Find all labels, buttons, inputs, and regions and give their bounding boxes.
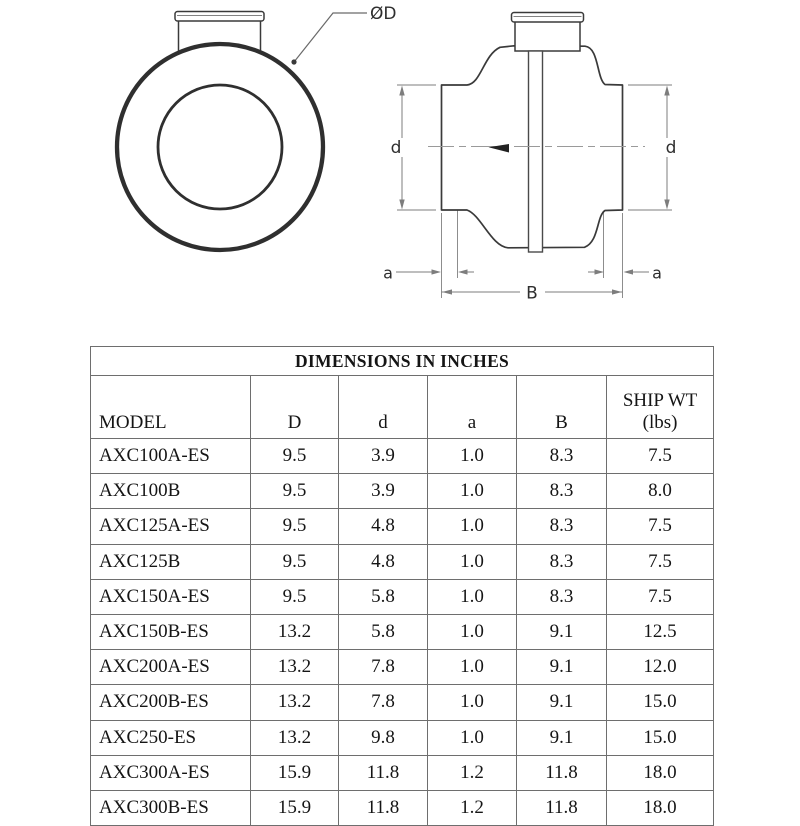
value-cell: 4.8	[339, 544, 428, 579]
col-header-a: a	[428, 376, 517, 439]
value-cell: 7.5	[607, 544, 714, 579]
value-cell: 1.0	[428, 614, 517, 649]
value-cell: 1.0	[428, 650, 517, 685]
value-cell: 1.0	[428, 685, 517, 720]
model-cell: AXC100B	[91, 474, 251, 509]
value-cell: 9.1	[517, 650, 607, 685]
dimension-d-left	[397, 85, 436, 210]
value-cell: 12.0	[607, 650, 714, 685]
value-cell: 11.8	[339, 755, 428, 790]
value-cell: 11.8	[339, 790, 428, 825]
value-cell: 13.2	[251, 650, 339, 685]
value-cell: 15.0	[607, 685, 714, 720]
duct-diameter-label-right: d	[665, 138, 677, 158]
value-cell: 1.2	[428, 755, 517, 790]
value-cell: 1.0	[428, 720, 517, 755]
value-cell: 1.0	[428, 579, 517, 614]
table-header-row	[91, 376, 714, 439]
model-cell: AXC300B-ES	[91, 790, 251, 825]
value-cell: 1.0	[428, 439, 517, 474]
model-cell: AXC300A-ES	[91, 755, 251, 790]
table-row	[91, 790, 714, 825]
dimension-a-left	[396, 269, 474, 274]
table-row	[91, 650, 714, 685]
col-header-shipwt	[607, 376, 714, 439]
value-cell: 9.8	[339, 720, 428, 755]
value-cell: 4.8	[339, 509, 428, 544]
value-cell: 18.0	[607, 790, 714, 825]
technical-drawing	[0, 0, 800, 336]
value-cell: 9.5	[251, 544, 339, 579]
table-row	[91, 474, 714, 509]
value-cell: 13.2	[251, 614, 339, 649]
value-cell: 1.0	[428, 474, 517, 509]
value-cell: 11.8	[517, 790, 607, 825]
length-label: B	[526, 283, 538, 304]
value-cell: 7.5	[607, 509, 714, 544]
col-header-B: B	[517, 376, 607, 439]
col-header-D: D	[251, 376, 339, 439]
value-cell: 9.5	[251, 509, 339, 544]
model-cell: AXC250-ES	[91, 720, 251, 755]
value-cell: 9.1	[517, 614, 607, 649]
side-junction-box	[515, 21, 580, 52]
table-row	[91, 720, 714, 755]
diameter-leader-dot	[291, 59, 296, 64]
value-cell: 1.0	[428, 544, 517, 579]
value-cell: 9.5	[251, 474, 339, 509]
value-cell: 7.5	[607, 439, 714, 474]
value-cell: 15.0	[607, 720, 714, 755]
model-cell: AXC200B-ES	[91, 685, 251, 720]
value-cell: 8.3	[517, 579, 607, 614]
value-cell: 7.5	[607, 579, 714, 614]
diameter-leader-line	[294, 13, 367, 62]
dimension-a-right	[588, 269, 649, 274]
table-row	[91, 579, 714, 614]
table-title-row	[91, 347, 714, 376]
table-title: DIMENSIONS IN INCHES	[91, 347, 714, 376]
value-cell: 15.9	[251, 790, 339, 825]
model-cell: AXC150B-ES	[91, 614, 251, 649]
value-cell: 1.2	[428, 790, 517, 825]
value-cell: 13.2	[251, 685, 339, 720]
value-cell: 7.8	[339, 650, 428, 685]
value-cell: 12.5	[607, 614, 714, 649]
table-row	[91, 439, 714, 474]
front-stub-lip	[175, 12, 264, 22]
model-cell: AXC100A-ES	[91, 439, 251, 474]
value-cell: 8.3	[517, 509, 607, 544]
table-body	[91, 439, 714, 826]
value-cell: 9.5	[251, 579, 339, 614]
side-clamp-seam	[529, 51, 543, 252]
col-header-shipwt-line2: (lbs)	[642, 411, 678, 433]
table-row	[91, 614, 714, 649]
model-cell: AXC200A-ES	[91, 650, 251, 685]
table-row	[91, 755, 714, 790]
value-cell: 8.3	[517, 439, 607, 474]
table-row	[91, 544, 714, 579]
value-cell: 8.3	[517, 544, 607, 579]
dimensions-table	[90, 346, 714, 826]
value-cell: 13.2	[251, 720, 339, 755]
value-cell: 11.8	[517, 755, 607, 790]
value-cell: 7.8	[339, 685, 428, 720]
col-header-model: MODEL	[91, 376, 251, 439]
front-view	[117, 4, 396, 250]
collar-label-right: a	[652, 263, 662, 283]
col-header-d: d	[339, 376, 428, 439]
duct-diameter-label-left: d	[390, 138, 402, 158]
value-cell: 5.8	[339, 579, 428, 614]
front-inner-circle	[158, 85, 282, 209]
side-view	[383, 13, 676, 304]
table-row	[91, 509, 714, 544]
value-cell: 9.1	[517, 720, 607, 755]
value-cell: 1.0	[428, 509, 517, 544]
value-cell: 15.9	[251, 755, 339, 790]
value-cell: 9.5	[251, 439, 339, 474]
value-cell: 18.0	[607, 755, 714, 790]
side-junction-box-lip	[512, 13, 584, 23]
model-cell: AXC125A-ES	[91, 509, 251, 544]
value-cell: 9.1	[517, 685, 607, 720]
model-cell: AXC150A-ES	[91, 579, 251, 614]
value-cell: 8.0	[607, 474, 714, 509]
model-cell: AXC125B	[91, 544, 251, 579]
collar-label-left: a	[383, 263, 393, 283]
diameter-label: ØD	[370, 4, 397, 24]
table-row	[91, 685, 714, 720]
value-cell: 3.9	[339, 474, 428, 509]
value-cell: 3.9	[339, 439, 428, 474]
value-cell: 8.3	[517, 474, 607, 509]
value-cell: 5.8	[339, 614, 428, 649]
col-header-shipwt-line1: SHIP WT	[622, 390, 698, 412]
